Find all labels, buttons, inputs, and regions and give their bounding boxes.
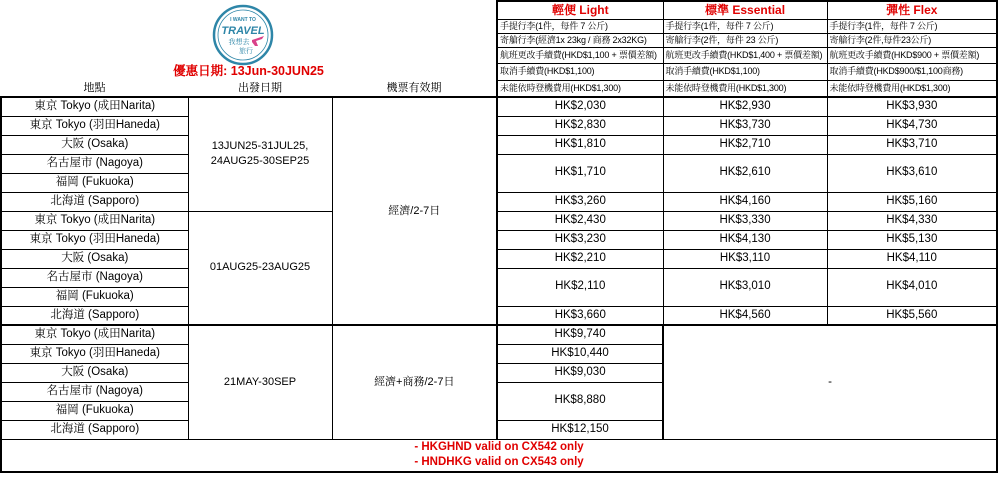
price-essential: HK$3,330: [663, 211, 827, 230]
essential-condition: 未能依時登機費用(HKD$1,300): [663, 80, 827, 97]
location-cell: 福岡 (Fukuoka): [1, 401, 188, 420]
price-light: HK$1,810: [497, 135, 663, 154]
location-cell: 東京 Tokyo (羽田Haneda): [1, 230, 188, 249]
departure-dates: 21MAY-30SEP: [188, 325, 332, 439]
flex-condition: 手提行李(1件，每件 7 公斤): [827, 19, 997, 33]
footnotes: [1, 439, 997, 472]
location-cell: 大阪 (Osaka): [1, 363, 188, 382]
price-light: HK$12,150: [497, 420, 663, 439]
flex-condition: 航班更改手續費(HKD$900 + 票價差額): [827, 47, 997, 63]
fare-class-title-flex: 彈性 Flex: [827, 1, 997, 19]
flex-condition: 取消手續費(HKD$900/$1,100商務): [827, 63, 997, 80]
fare-class-title-light: 輕便 Light: [497, 1, 663, 19]
price-essential: HK$2,930: [663, 97, 827, 116]
price-light: HK$3,260: [497, 192, 663, 211]
price-light: HK$1,710: [497, 154, 663, 192]
price-light: HK$8,880: [497, 382, 663, 420]
location-cell: 北海道 (Sapporo): [1, 420, 188, 439]
ticket-validity: 經濟/2-7日: [332, 97, 497, 325]
price-essential: HK$3,010: [663, 268, 827, 306]
price-light: HK$3,230: [497, 230, 663, 249]
price-flex: HK$4,110: [827, 249, 997, 268]
price-light: HK$2,030: [497, 97, 663, 116]
location-cell: 福岡 (Fukuoka): [1, 173, 188, 192]
light-condition: 寄艙行李(經濟1x 23kg / 商務 2x32KG): [497, 33, 663, 47]
promo-period: 優惠日期: 13Jun-30JUN25: [173, 64, 324, 79]
price-flex: HK$5,160: [827, 192, 997, 211]
logo-text-main: TRAVEL: [221, 25, 265, 37]
price-essential: HK$2,610: [663, 154, 827, 192]
price-flex: HK$5,130: [827, 230, 997, 249]
price-essential: HK$4,130: [663, 230, 827, 249]
essential-condition: 航班更改手續費(HKD$1,400 + 票價差額): [663, 47, 827, 63]
price-light: HK$9,740: [497, 325, 663, 344]
price-essential: HK$3,110: [663, 249, 827, 268]
price-flex: HK$3,610: [827, 154, 997, 192]
location-cell: 東京 Tokyo (成田Narita): [1, 211, 188, 230]
essential-condition: 取消手續費(HKD$1,100): [663, 63, 827, 80]
light-condition: 航班更改手續費(HKD$1,100 + 票價差額): [497, 47, 663, 63]
location-cell: 名古屋市 (Nagoya): [1, 268, 188, 287]
price-flex: HK$4,330: [827, 211, 997, 230]
flex-condition: 未能依時登機費用(HKD$1,300): [827, 80, 997, 97]
light-condition: 未能依時登機費用(HKD$1,300): [497, 80, 663, 97]
location-cell: 名古屋市 (Nagoya): [1, 154, 188, 173]
location-cell: 東京 Tokyo (羽田Haneda): [1, 116, 188, 135]
light-condition: 手提行李(1件，每件 7 公斤): [497, 19, 663, 33]
essential-condition: 寄艙行李(2件，每件 23 公斤): [663, 33, 827, 47]
header-location: 地點: [83, 81, 106, 94]
light-condition: 取消手續費(HKD$1,100): [497, 63, 663, 80]
location-cell: 東京 Tokyo (成田Narita): [1, 325, 188, 344]
ticket-validity: 經濟+商務/2-7日: [332, 325, 497, 439]
location-cell: 福岡 (Fukuoka): [1, 287, 188, 306]
location-cell: 北海道 (Sapporo): [1, 192, 188, 211]
flex-condition: 寄艙行李(2件,每件23公斤): [827, 33, 997, 47]
price-light: HK$2,110: [497, 268, 663, 306]
header-departure: 出發日期: [238, 81, 282, 94]
price-light: HK$3,660: [497, 306, 663, 325]
price-flex: HK$3,710: [827, 135, 997, 154]
location-cell: 北海道 (Sapporo): [1, 306, 188, 325]
price-light: HK$10,440: [497, 344, 663, 363]
price-light: HK$9,030: [497, 363, 663, 382]
departure-dates: 01AUG25-23AUG25: [188, 211, 332, 325]
price-flex: HK$4,010: [827, 268, 997, 306]
footnote: - HKGHND valid on CX542 only: [414, 441, 584, 454]
location-cell: 東京 Tokyo (羽田Haneda): [1, 344, 188, 363]
header-validity: 機票有效期: [386, 81, 442, 94]
price-essential: HK$4,560: [663, 306, 827, 325]
price-essential: HK$3,730: [663, 116, 827, 135]
price-essential: HK$2,710: [663, 135, 827, 154]
price-flex: HK$3,930: [827, 97, 997, 116]
price-light: HK$2,210: [497, 249, 663, 268]
other-fares-na: -: [663, 325, 997, 439]
fare-class-title-essential: 標準 Essential: [663, 1, 827, 19]
location-cell: 名古屋市 (Nagoya): [1, 382, 188, 401]
travel-logo: [212, 4, 274, 66]
logo-text-cn2: 旅行: [239, 47, 253, 55]
price-light: HK$2,830: [497, 116, 663, 135]
essential-condition: 手提行李(1件，每件 7 公斤): [663, 19, 827, 33]
price-essential: HK$4,160: [663, 192, 827, 211]
logo-text-cn1: 我想去: [228, 38, 250, 46]
price-flex: HK$5,560: [827, 306, 997, 325]
logo-text-top: I WANT TO: [230, 17, 256, 23]
travel-logo-icon: [212, 4, 274, 66]
departure-dates: 13JUN25-31JUL25, 24AUG25-30SEP25: [188, 97, 332, 211]
price-flex: HK$4,730: [827, 116, 997, 135]
footnote: - HNDHKG valid on CX543 only: [414, 456, 584, 469]
location-cell: 東京 Tokyo (成田Narita): [1, 97, 188, 116]
location-cell: 大阪 (Osaka): [1, 135, 188, 154]
price-light: HK$2,430: [497, 211, 663, 230]
location-cell: 大阪 (Osaka): [1, 249, 188, 268]
